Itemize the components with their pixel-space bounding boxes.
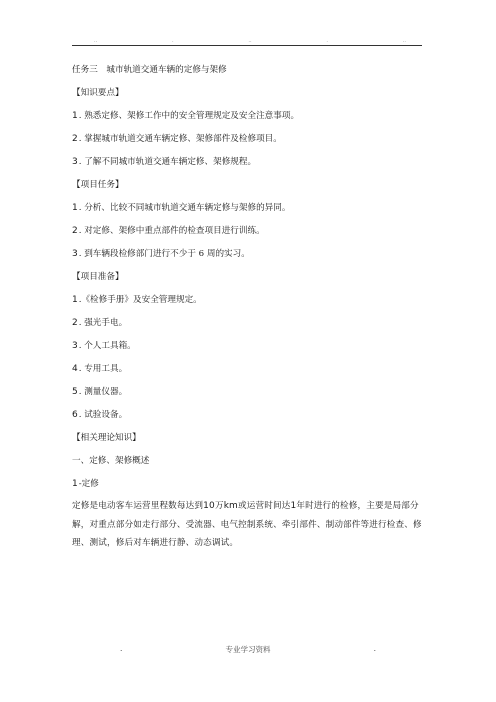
prep-item — [72, 363, 424, 375]
knowledge-heading: 【知识要点】 — [72, 88, 124, 98]
item-text: . 测量仪器。 — [78, 387, 128, 397]
prep-item — [72, 409, 424, 421]
theory-heading: 【相关理论知识】 — [72, 433, 141, 443]
prep-item — [72, 340, 424, 352]
item-number: 1 — [72, 111, 78, 121]
header-mark: .. — [248, 38, 252, 44]
document-body — [72, 64, 424, 553]
item-number: 2 — [72, 226, 78, 236]
header-mark: . — [326, 38, 328, 44]
header-marks — [94, 38, 406, 44]
header-mark: .. — [94, 38, 98, 44]
item-text: . 掌握城市轨道交通车辆定修、架修部件及检修项目。 — [78, 134, 282, 144]
paragraph-number: 1 — [290, 501, 297, 511]
section-heading: 一、定修、架修概述 — [72, 456, 150, 466]
knowledge-item — [72, 110, 424, 122]
paragraph-unit: km — [223, 501, 238, 511]
knowledge-item — [72, 156, 424, 168]
paragraph-text: 年时进行的检修，主要是局部分解，对重点部分如走行部分、受流器、电气控制系统、牵引部件、制动部件等进行检查、修理、测试，修后对车辆进行静、动态调试。 — [72, 501, 422, 548]
header-rule — [72, 45, 422, 46]
item-text: . 强光手电。 — [78, 318, 128, 328]
item-text: . 专用工具。 — [78, 364, 128, 374]
prep-item — [72, 294, 424, 306]
footer-left-mark: . — [120, 644, 123, 653]
prep-item — [72, 317, 424, 329]
task-title: 任务三 城市轨道交通车辆的定修与架修 — [72, 65, 227, 75]
item-number: 3 — [72, 341, 78, 351]
item-number: 2 — [72, 134, 78, 144]
item-text: .《检修手册》及安全管理规定。 — [78, 295, 202, 305]
prep-heading: 【项目准备】 — [72, 272, 124, 282]
item-number: 1 — [72, 295, 78, 305]
item-number: 2 — [72, 318, 78, 328]
item-number: 6 — [72, 410, 78, 420]
paragraph-text: 定修是电动客车运营里程数每达到 — [72, 501, 204, 511]
item-text: . 了解不同城市轨道交通车辆定修、架修规程。 — [78, 157, 257, 167]
task-item — [72, 248, 424, 260]
item-text: . 熟悉定修、架修工作中的安全管理规定及安全注意事项。 — [78, 111, 300, 121]
item-text: . 试验设备。 — [78, 410, 128, 420]
paragraph-number: 10 — [203, 501, 215, 511]
task-item — [72, 202, 424, 214]
header-mark: .. — [402, 38, 406, 44]
subsection-title: -定修 — [78, 479, 99, 489]
footer-text: 专业学习资料 — [225, 645, 271, 654]
item-text: . 分析、比较不同城市轨道交通车辆定修与架修的异同。 — [78, 203, 291, 213]
footer-right-mark: . — [373, 644, 376, 653]
item-number: 5 — [72, 387, 78, 397]
item-number: 3 — [72, 249, 78, 259]
subsection-number: 1 — [72, 479, 78, 489]
item-number: 3 — [72, 157, 78, 167]
item-number: 4 — [72, 364, 78, 374]
paragraph-text: 万 — [214, 501, 224, 511]
header-mark: . — [172, 38, 174, 44]
item-text: . 到车辆段检修部门进行不少于 6 周的实习。 — [78, 249, 250, 259]
prep-item — [72, 386, 424, 398]
subsection-heading — [72, 478, 424, 490]
task-heading: 【项目任务】 — [72, 180, 124, 190]
knowledge-item — [72, 133, 424, 145]
page-footer — [120, 644, 376, 655]
item-text: . 对定修、架修中重点部件的检查项目进行训练。 — [78, 226, 265, 236]
item-text: . 个人工具箱。 — [78, 341, 136, 351]
task-item — [72, 225, 424, 237]
body-paragraph — [72, 497, 424, 553]
paragraph-text: 或运营时间达 — [237, 501, 291, 511]
item-number: 1 — [72, 203, 78, 213]
